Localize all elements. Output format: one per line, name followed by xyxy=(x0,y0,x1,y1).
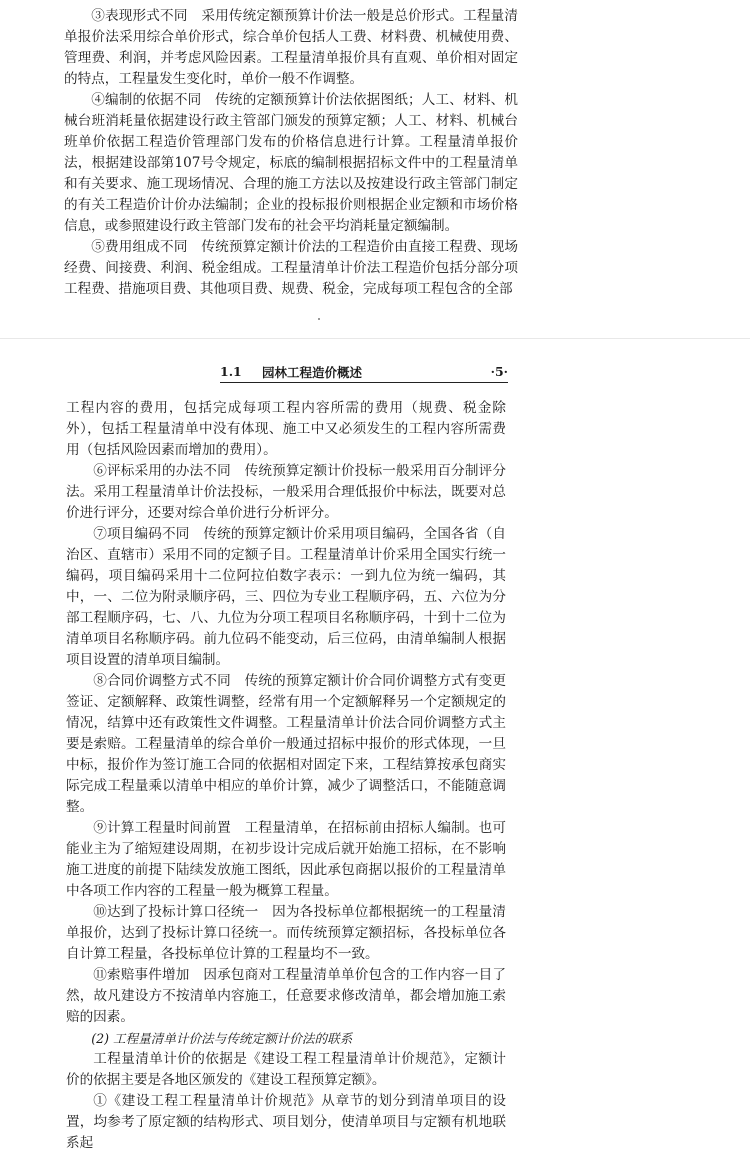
section-subheading: (2) 工程量清单计价法与传统定额计价法的联系 xyxy=(91,1031,353,1046)
page-divider xyxy=(0,338,750,339)
paragraph-presentation-form: ③表现形式不同 采用传统定额预算计价法一般是总价形式。工程量清单报价法采用综合单价形式，综合单价包括人工费、材料费、机械使用费、管理费、利润，并考虑风险因素。工程量清单报价具有直观、单价相对固定的特点，工程量发生变化时，单价一般不作调整。 xyxy=(64,8,518,87)
paragraph-continuation: 工程内容的费用，包括完成每项工程内容所需的费用（规费、税金除外），包括工程量清单中没有体现、施工中又必须发生的工程内容所需费用（包括风险因素而增加的费用）。 xyxy=(66,400,506,458)
paragraph-cost-composition: ⑤费用组成不同 传统预算定额计价法的工程造价由直接工程费、现场经费、间接费、利润、税金组成。工程量清单计价法工程造价包括分部分项工程费、措施项目费、其他项目费、规费、税金，完成每项工程包含的全部 xyxy=(64,239,518,297)
paragraph-quantity-timing: ⑨计算工程量时间前置 工程量清单，在招标前由招标人编制。也可能业主为了缩短建设周期，在初步设计完成后就开始施工招标，在不影响施工进度的前提下陆续发放施工图纸，因此承包商据以报价的工程量清单中各项工作内容的工程量一般为概算工程量。 xyxy=(66,820,506,899)
lower-page-text xyxy=(66,398,506,1154)
header-section-title: 园林工程造价概述 xyxy=(262,365,363,380)
upper-page-text xyxy=(64,6,518,300)
header-page-number: ·5· xyxy=(490,364,508,379)
paragraph-pricing-basis: 工程量清单计价的依据是《建设工程工程量清单计价规范》，定额计价的依据主要是各地区颁发的《建设工程预算定额》。 xyxy=(66,1051,506,1088)
paragraph-bid-calculation: ⑩达到了投标计算口径统一 因为各投标单位都根据统一的工程量清单报价，达到了投标计算口径统一。而传统预算定额招标，各投标单位各自计算工程量，各投标单位计算的工程量均不一致。 xyxy=(66,904,506,962)
paragraph-item-coding: ⑦项目编码不同 传统的预算定额计价采用项目编码，全国各省（自治区、直辖市）采用不同的定额子目。工程量清单计价采用全国实行统一编码，项目编码采用十二位阿拉伯数字表示：一到九位为统一编码，其中，一、二位为附录顺序码，三、四位为专业工程顺序码，五、六位为分部工程顺序码，七、八、九位为分项工程项目名称顺序码，十到十二位为清单项目名称顺序码。前九位码不能变动，后三位码，由清单编制人根据项目设置的清单项目编制。 xyxy=(66,526,506,668)
paragraph-code-structure: ①《建设工程工程量清单计价规范》从章节的划分到清单项目的设置，均参考了原定额的结构形式、项目划分，使清单项目与定额有机地联系起 xyxy=(66,1093,506,1151)
paragraph-bid-evaluation: ⑥评标采用的办法不同 传统预算定额计价投标一般采用百分制评分法。采用工程量清单计价法投标，一般采用合理低报价中标法，既要对总价进行评分，还要对综合单价进行分析评分。 xyxy=(66,463,506,521)
scan-speck xyxy=(318,318,320,320)
header-section-number: 1.1 xyxy=(220,364,242,379)
paragraph-claims-increase: ⑪索赔事件增加 因承包商对工程量清单单价包含的工作内容一目了然，故凡建设方不按清单内容施工，任意要求修改清单，都会增加施工索赔的因素。 xyxy=(66,967,506,1025)
paragraph-contract-adjustment: ⑧合同价调整方式不同 传统的预算定额计价合同价调整方式有变更签证、定额解释、政策性调整，经常有用一个定额解释另一个定额规定的情况，结算中还有政策性文件调整。工程量清单计价法合同价调整方式主要是索赔。工程量清单的综合单价一般通过招标中报价的形式体现，一旦中标，报价作为签订施工合同的依据相对固定下来，工程结算按承包商实际完成工程量乘以清单中相应的单价计算，减少了调整活口，不能随意调整。 xyxy=(66,673,506,815)
running-header xyxy=(220,362,508,383)
paragraph-basis-of-compilation: ④编制的依据不同 传统的定额预算计价法依据图纸；人工、材料、机械台班消耗量依据建设行政主管部门颁发的预算定额；人工、材料、机械台班单价依据工程造价管理部门发布的价格信息进行计算。工程量清单报价法，根据建设部第107号令规定，标底的编制根据招标文件中的工程量清单和有关要求、施工现场情况、合理的施工方法以及按建设行政主管部门制定的有关工程造价计价办法编制；企业的投标报价则根据企业定额和市场价格信息，或参照建设行政主管部门发布的社会平均消耗量定额编制。 xyxy=(64,92,518,234)
